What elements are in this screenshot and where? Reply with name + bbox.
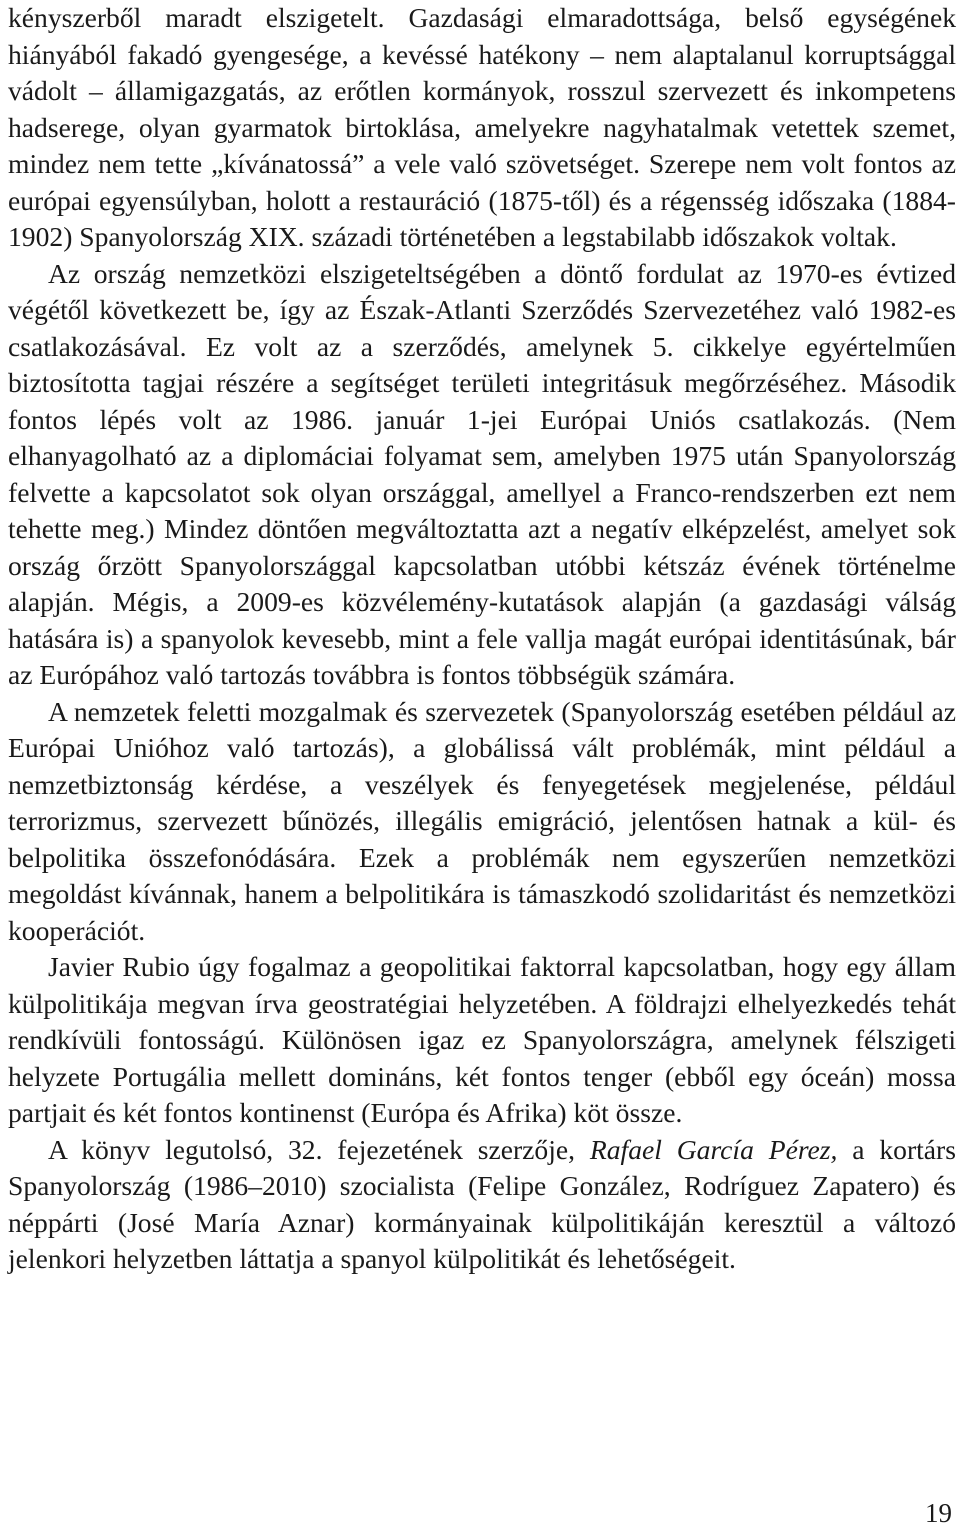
paragraph-4 <box>8 949 956 1132</box>
paragraph-3 <box>8 694 956 950</box>
paragraph-1 <box>8 0 956 256</box>
paragraph-4-text: Javier Rubio úgy fogalmaz a geopolitikai faktorral kapcsolatban, hogy egy állam külpolitikája megvan írva geostratégiai helyzetében. A földrajzi elhelyezkedés tehát rendkívüli fontosságú. Különösen igaz ez Spanyolországra, amelynek félszigeti helyzete Portugália mellett domináns, két fontos tenger (ebből egy óceán) mossa partjait és két fontos kontinenst (Európa és Afrika) köt össze. <box>8 951 956 1128</box>
page-number: 19 <box>925 1498 952 1528</box>
paragraph-2 <box>8 256 956 694</box>
author-name: Rafael García Pérez, <box>589 1133 838 1165</box>
page-body <box>8 0 956 1278</box>
paragraph-5 <box>8 1132 956 1278</box>
paragraph-5-text-start: A könyv legutolsó, 32. fejezetének szerzője, <box>48 1133 590 1165</box>
paragraph-5-text-end: a kortárs Spanyolország (1986–2010) szocialista (Felipe González, Rodríguez Zapatero) és néppárti (José María Aznar) kormányainak külpolitikáján keresztül a változó jelenkori helyzetben láttatja a spanyol külpolitikát és lehetőségeit. <box>8 1133 956 1274</box>
paragraph-1-text: kényszerből maradt elszigetelt. Gazdasági elmaradottsága, belső egységének hiányából fakadó gyengesége, a kevéssé hatékony – nem alaptalanul korruptsággal vádolt – államigazgatás, az erőtlen kormányok, rosszul szervezett és inkompetens hadserege, olyan gyarmatok birtoklása, amelyekre nagyhatalmak vetettek szemet, mindez nem tette „kívánatossá” a vele való szövetséget. Szerepe nem volt fontos az európai egyensúlyban, holott a restauráció (1875-től) és a régensség időszaka (1884-1902) Spanyolország XIX. századi történetében a legstabilabb időszakok voltak. <box>8 2 956 252</box>
paragraph-2-text: Az ország nemzetközi elszigeteltségében a döntő fordulat az 1970-es évtized végétől következett be, így az Észak-Atlanti Szerződés Szervezetéhez való 1982-es csatlakozásával. Ez volt az a szerződés, amelynek 5. cikkelye egyértelműen biztosította tagjai részére a segítséget területi integritásuk megőrzéséhez. Második fontos lépés volt az 1986. január 1-jei Európai Uniós csatlakozás. (Nem elhanyagolható az a diplomáciai folyamat sem, amelyben 1975 után Spanyolország felvette a kapcsolatot sok olyan országgal, amellyel a Franco-rendszerben ezt nem tehette meg.) Mindez döntően megváltoztatta azt a negatív elképzelést, amelyet sok ország őrzött Spanyolországgal kapcsolatban utóbbi kétszáz évének történelme alapján. Mégis, a 2009-es közvélemény-kutatások alapján (a gazdasági válság hatására is) a spanyolok kevesebb, mint a fele vallja magát európai identitásúnak, bár az Európához való tartozás továbbra is fontos többségük számára. <box>8 257 956 690</box>
paragraph-3-text: A nemzetek feletti mozgalmak és szervezetek (Spanyolország esetében például az Európai Unióhoz való tartozás), a globálissá vált problémák, mint például a nemzetbiztonság kérdése, a veszélyek és fenyegetések megjelenése, például terrorizmus, szervezett bűnözés, illegális emigráció, jelentősen hatnak a kül- és belpolitika összefonódására. Ezek a problémák nem egyszerűen nemzetközi megoldást kívánnak, hanem a belpolitikára is támaszkodó szolidaritást és nemzetközi kooperációt. <box>8 695 956 946</box>
